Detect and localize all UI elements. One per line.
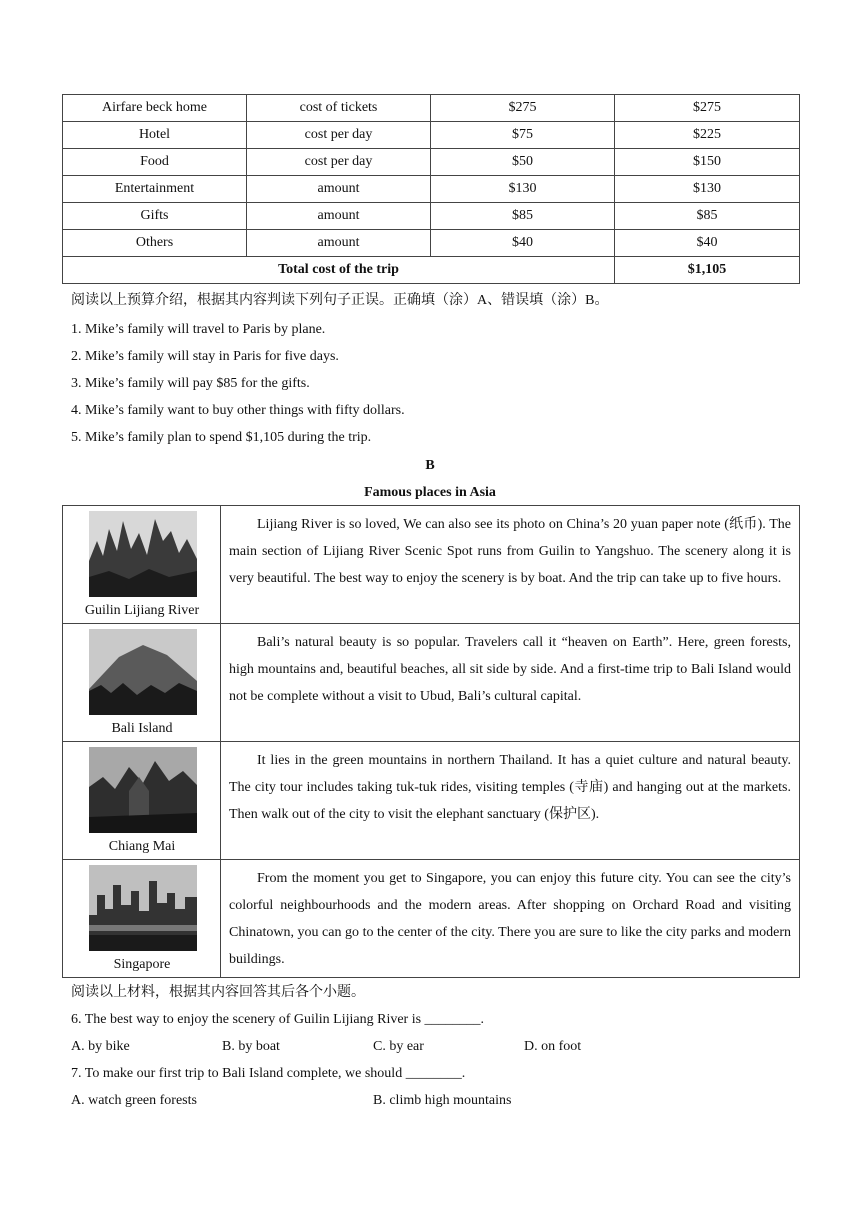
- place-description: From the moment you get to Singapore, you can enjoy this future city. You can see the city’s colorful neighbourhoods and the modern areas. After shopping on Orchard Road and visiting Chinatown, you can go to the center of the city. There you are sure to like the city parks and modern buildings.: [229, 871, 791, 967]
- budget-unit: $40: [431, 230, 615, 257]
- place-description-cell: [221, 860, 800, 978]
- place-description: Lijiang River is so loved, We can also see its photo on China’s 20 yuan paper note (纸币). The main section of Lijiang River Scenic Spot runs from Guilin to Yangshuo. The scenery along it is very beautiful. The best way to enjoy the scenery is by boat. And the trip can take up to five hours.: [229, 517, 791, 586]
- place-image-cell: [63, 506, 221, 624]
- chiang-mai-photo: [89, 747, 197, 833]
- place-name: Guilin Lijiang River: [84, 603, 200, 618]
- budget-basis: cost per day: [247, 122, 431, 149]
- place-name: Singapore: [113, 957, 171, 972]
- place-description: It lies in the green mountains in northern Thailand. It has a quiet culture and natural beauty. The city tour includes taking tuk-tuk rides, visiting temples (寺庙) and hanging out at the markets. Then walk out of the city to visit the elephant sanctuary (保护区).: [229, 753, 791, 822]
- q7-option-b: B. climb high mountains: [373, 1093, 512, 1108]
- q6-option-b: B. by boat: [222, 1039, 280, 1054]
- budget-total: $40: [615, 230, 800, 257]
- places-table: [62, 505, 800, 978]
- total-row: [63, 257, 800, 284]
- place-description-cell: [221, 506, 800, 624]
- budget-item: Gifts: [63, 203, 247, 230]
- q6-option-d: D. on foot: [524, 1039, 582, 1054]
- bali-photo: [89, 629, 197, 715]
- place-description-cell: [221, 742, 800, 860]
- budget-total: $85: [615, 203, 800, 230]
- section-letter: B: [425, 458, 435, 473]
- budget-item: Others: [63, 230, 247, 257]
- budget-basis: cost per day: [247, 149, 431, 176]
- total-value: $1,105: [615, 257, 800, 284]
- place-image-cell: [63, 624, 221, 742]
- budget-total: $150: [615, 149, 800, 176]
- budget-unit: $50: [431, 149, 615, 176]
- place-row: [63, 742, 800, 860]
- section-b-instruction: 阅读以上材料，根据其内容回答其后各个小题。: [71, 985, 365, 1000]
- budget-total: $130: [615, 176, 800, 203]
- budget-basis: amount: [247, 203, 431, 230]
- section-title: Famous places in Asia: [364, 485, 496, 500]
- singapore-photo: [89, 865, 197, 951]
- budget-item: Food: [63, 149, 247, 176]
- table-row: [63, 176, 800, 203]
- budget-total: $275: [615, 95, 800, 122]
- table-row: [63, 230, 800, 257]
- budget-basis: cost of tickets: [247, 95, 431, 122]
- q7-option-a: A. watch green forests: [71, 1093, 197, 1108]
- statement-5: 5. Mike’s family plan to spend $1,105 during the trip.: [71, 430, 372, 445]
- place-row: [63, 624, 800, 742]
- place-name: Bali Island: [111, 721, 173, 736]
- place-image-cell: [63, 860, 221, 978]
- place-row: [63, 860, 800, 978]
- budget-item: Airfare beck home: [63, 95, 247, 122]
- question-6: 6. The best way to enjoy the scenery of Guilin Lijiang River is ________.: [71, 1012, 485, 1027]
- statement-4: 4. Mike’s family want to buy other things with fifty dollars.: [71, 403, 405, 418]
- place-description: Bali’s natural beauty is so popular. Travelers call it “heaven on Earth”. Here, green forests, high mountains and, beautiful beaches, all sit side by side. And a first-time trip to Bali Island would not be complete without a visit to Ubud, Bali’s cultural capital.: [229, 635, 791, 704]
- budget-total: $225: [615, 122, 800, 149]
- place-image-cell: [63, 742, 221, 860]
- budget-table: [62, 94, 800, 284]
- question-7: 7. To make our first trip to Bali Island complete, we should ________.: [71, 1066, 466, 1081]
- table-row: [63, 203, 800, 230]
- budget-item: Entertainment: [63, 176, 247, 203]
- budget-unit: $75: [431, 122, 615, 149]
- table-row: [63, 149, 800, 176]
- q6-option-a: A. by bike: [71, 1039, 130, 1054]
- statement-1: 1. Mike’s family will travel to Paris by plane.: [71, 322, 326, 337]
- total-label: Total cost of the trip: [63, 257, 615, 284]
- guilin-photo: [89, 511, 197, 597]
- budget-unit: $85: [431, 203, 615, 230]
- section-a-instruction: 阅读以上预算介绍，根据其内容判读下列句子正误。正确填（涂）A、错误填（涂）B。: [71, 293, 609, 308]
- statement-3: 3. Mike’s family will pay $85 for the gifts.: [71, 376, 310, 391]
- budget-item: Hotel: [63, 122, 247, 149]
- budget-unit: $130: [431, 176, 615, 203]
- place-row: [63, 506, 800, 624]
- budget-basis: amount: [247, 230, 431, 257]
- q6-option-c: C. by ear: [373, 1039, 424, 1054]
- budget-unit: $275: [431, 95, 615, 122]
- table-row: [63, 95, 800, 122]
- statement-2: 2. Mike’s family will stay in Paris for five days.: [71, 349, 339, 364]
- table-row: [63, 122, 800, 149]
- budget-basis: amount: [247, 176, 431, 203]
- place-description-cell: [221, 624, 800, 742]
- place-name: Chiang Mai: [108, 839, 176, 854]
